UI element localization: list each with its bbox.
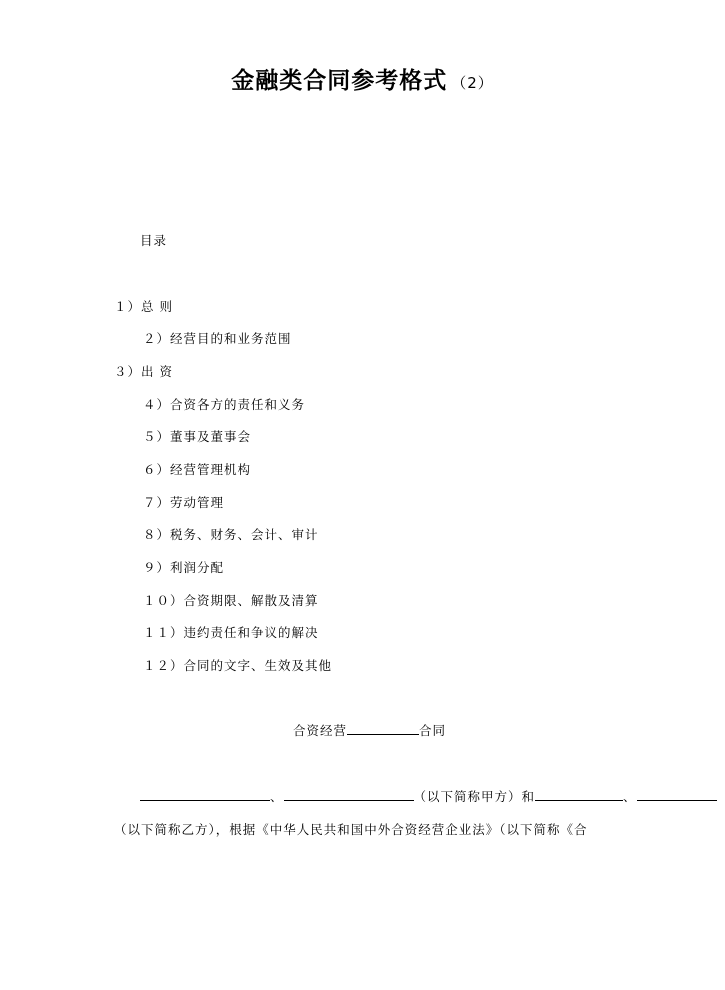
toc-item: ５）董事及董事会 bbox=[143, 429, 252, 444]
toc-item: ８）税务、财务、会计、审计 bbox=[143, 527, 319, 542]
toc-item: ４）合资各方的责任和义务 bbox=[143, 397, 306, 412]
toc-item: １２）合同的文字、生效及其他 bbox=[143, 658, 333, 673]
toc-item: １）总 则 bbox=[114, 299, 173, 314]
separator: 、 bbox=[270, 789, 284, 804]
contract-name-blank bbox=[347, 722, 419, 735]
parties-line bbox=[140, 787, 717, 805]
party-a-note: （以下简称甲方）和 bbox=[413, 789, 536, 804]
title-suffix: （2） bbox=[451, 74, 494, 92]
toc-item: ６）经营管理机构 bbox=[143, 462, 252, 477]
document-title bbox=[0, 62, 725, 95]
toc-item: ２）经营目的和业务范围 bbox=[143, 331, 292, 346]
separator: 、 bbox=[623, 789, 637, 804]
party-b-country-blank bbox=[637, 788, 717, 801]
party-b-line: （以下简称乙方），根据《中华人民共和国中外合资经营企业法》（以下简称《合 bbox=[114, 822, 588, 837]
party-a-country-blank bbox=[284, 788, 414, 801]
toc-item: １０）合资期限、解散及清算 bbox=[143, 593, 319, 608]
party-b-name-blank bbox=[535, 788, 623, 801]
contract-name-line bbox=[293, 721, 446, 739]
toc-item: ９）利润分配 bbox=[143, 560, 225, 575]
toc-item: ３）出 资 bbox=[114, 364, 173, 379]
toc-heading: 目录 bbox=[140, 233, 168, 248]
contract-name-suffix: 合同 bbox=[419, 723, 447, 738]
toc-item: １１）违约责任和争议的解决 bbox=[143, 625, 319, 640]
toc-item: ７）劳动管理 bbox=[143, 495, 225, 510]
title-text: 金融类合同参考格式 bbox=[231, 68, 448, 94]
party-a-name-blank bbox=[140, 788, 270, 801]
contract-name-prefix: 合资经营 bbox=[293, 723, 348, 738]
